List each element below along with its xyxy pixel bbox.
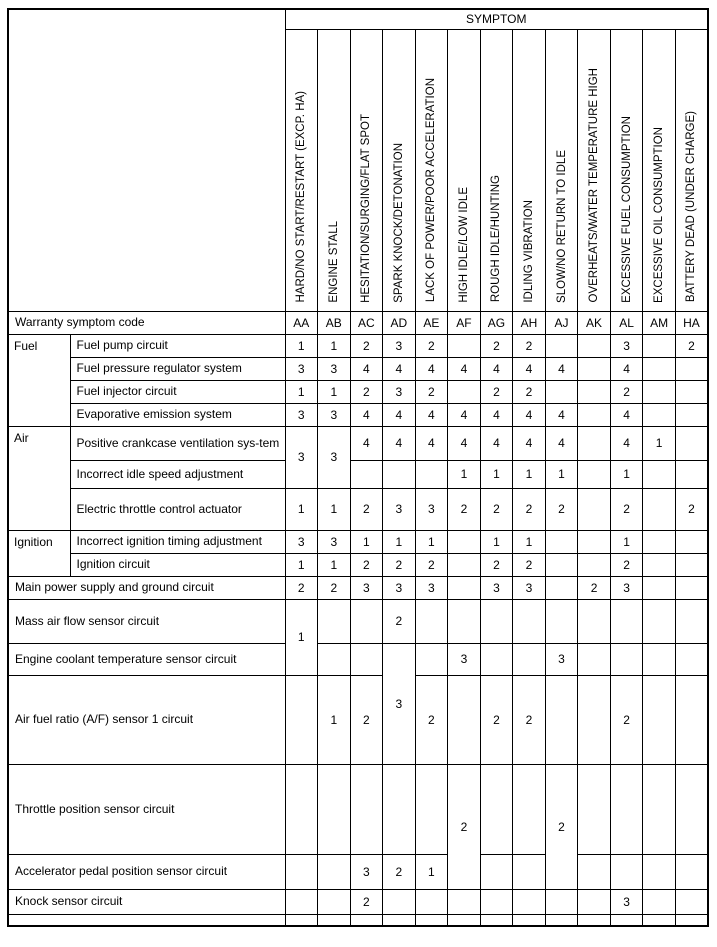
value-cell: 4 bbox=[415, 426, 448, 460]
value-cell: 4 bbox=[610, 403, 643, 426]
value-cell bbox=[643, 488, 676, 530]
value-cell bbox=[545, 914, 578, 926]
value-cell bbox=[610, 643, 643, 675]
value-cell bbox=[285, 914, 318, 926]
value-cell: 2 bbox=[480, 675, 513, 764]
row-label-cell: Fuel pump circuit bbox=[70, 334, 285, 357]
table-row bbox=[8, 9, 708, 29]
value-cell: 3 bbox=[285, 426, 318, 488]
value-cell bbox=[578, 530, 611, 553]
table-row bbox=[8, 764, 708, 854]
row-label-cell: Positive crankcase ventilation sys-tem bbox=[70, 426, 285, 460]
value-cell: 2 bbox=[383, 599, 416, 643]
value-cell: 3 bbox=[383, 643, 416, 764]
value-cell bbox=[480, 599, 513, 643]
value-cell: 1 bbox=[285, 380, 318, 403]
value-cell: 1 bbox=[318, 675, 351, 764]
value-cell bbox=[448, 889, 481, 914]
value-cell bbox=[545, 675, 578, 764]
value-cell: 3 bbox=[448, 643, 481, 675]
value-cell bbox=[675, 357, 708, 380]
value-cell: 2 bbox=[415, 675, 448, 764]
value-cell bbox=[513, 914, 546, 926]
value-cell bbox=[513, 599, 546, 643]
column-header-label: LACK OF POWER/POOR ACCELERATION bbox=[425, 78, 438, 303]
value-cell: 2 bbox=[513, 380, 546, 403]
value-cell: 4 bbox=[513, 357, 546, 380]
value-cell: 2 bbox=[513, 488, 546, 530]
column-header-label: HIGH IDLE/LOW IDLE bbox=[457, 186, 470, 303]
column-header-label: ENGINE STALL bbox=[327, 220, 340, 303]
value-cell: 3 bbox=[383, 488, 416, 530]
value-cell bbox=[545, 599, 578, 643]
value-cell: 2 bbox=[350, 380, 383, 403]
value-cell bbox=[480, 889, 513, 914]
value-cell: 4 bbox=[480, 357, 513, 380]
value-cell bbox=[415, 643, 448, 675]
value-cell: 2 bbox=[383, 854, 416, 889]
value-cell bbox=[610, 854, 643, 889]
value-cell: 2 bbox=[415, 334, 448, 357]
value-cell bbox=[578, 380, 611, 403]
row-label-cell bbox=[8, 914, 285, 926]
value-cell bbox=[675, 643, 708, 675]
row-label-cell: Accelerator pedal position sensor circuit bbox=[8, 854, 285, 889]
value-cell: 4 bbox=[350, 357, 383, 380]
value-cell bbox=[643, 643, 676, 675]
row-label-cell: Ignition circuit bbox=[70, 553, 285, 576]
value-cell bbox=[513, 764, 546, 854]
table-row bbox=[8, 426, 708, 460]
warranty-symptom-code: AJ bbox=[545, 311, 578, 334]
value-cell bbox=[318, 914, 351, 926]
value-cell bbox=[643, 334, 676, 357]
value-cell: 3 bbox=[383, 576, 416, 599]
table-row bbox=[8, 380, 708, 403]
value-cell bbox=[415, 914, 448, 926]
value-cell bbox=[643, 889, 676, 914]
value-cell bbox=[513, 643, 546, 675]
value-cell bbox=[448, 380, 481, 403]
value-cell: 2 bbox=[285, 576, 318, 599]
value-cell bbox=[318, 764, 351, 854]
value-cell bbox=[675, 576, 708, 599]
row-label-cell: Incorrect idle speed adjustment bbox=[70, 460, 285, 488]
value-cell bbox=[448, 914, 481, 926]
value-cell bbox=[643, 460, 676, 488]
value-cell bbox=[513, 889, 546, 914]
warranty-symptom-code: AC bbox=[350, 311, 383, 334]
table-row bbox=[8, 460, 708, 488]
value-cell bbox=[350, 643, 383, 675]
row-label-cell: Air fuel ratio (A/F) sensor 1 circuit bbox=[8, 675, 285, 764]
value-cell bbox=[448, 576, 481, 599]
value-cell: 3 bbox=[285, 403, 318, 426]
value-cell bbox=[643, 380, 676, 403]
value-cell bbox=[675, 599, 708, 643]
value-cell: 1 bbox=[480, 460, 513, 488]
value-cell: 2 bbox=[480, 553, 513, 576]
value-cell: 4 bbox=[448, 357, 481, 380]
value-cell: 4 bbox=[545, 403, 578, 426]
value-cell: 3 bbox=[415, 488, 448, 530]
category-cell: Ignition bbox=[8, 530, 70, 576]
value-cell: 2 bbox=[513, 675, 546, 764]
row-label-cell: Fuel pressure regulator system bbox=[70, 357, 285, 380]
value-cell: 4 bbox=[448, 403, 481, 426]
value-cell bbox=[350, 460, 383, 488]
value-cell bbox=[480, 764, 513, 854]
value-cell: 3 bbox=[480, 576, 513, 599]
column-header-label: BATTERY DEAD (UNDER CHARGE) bbox=[685, 111, 698, 303]
value-cell: 1 bbox=[285, 553, 318, 576]
value-cell: 2 bbox=[480, 334, 513, 357]
row-label-cell: Engine coolant temperature sensor circuit bbox=[8, 643, 285, 675]
value-cell bbox=[675, 854, 708, 889]
value-cell: 3 bbox=[383, 380, 416, 403]
warranty-symptom-code: AB bbox=[318, 311, 351, 334]
value-cell bbox=[383, 460, 416, 488]
row-label-cell: Main power supply and ground circuit bbox=[8, 576, 285, 599]
table-row bbox=[8, 403, 708, 426]
value-cell bbox=[383, 764, 416, 854]
value-cell: 1 bbox=[318, 334, 351, 357]
row-label-cell: Fuel injector circuit bbox=[70, 380, 285, 403]
value-cell: 3 bbox=[350, 854, 383, 889]
value-cell bbox=[285, 889, 318, 914]
warranty-symptom-code: AE bbox=[415, 311, 448, 334]
category-cell: Air bbox=[8, 426, 70, 530]
value-cell: 3 bbox=[318, 403, 351, 426]
value-cell bbox=[545, 553, 578, 576]
value-cell bbox=[318, 643, 351, 675]
value-cell bbox=[350, 914, 383, 926]
value-cell bbox=[545, 530, 578, 553]
row-label-cell: Knock sensor circuit bbox=[8, 889, 285, 914]
value-cell: 2 bbox=[415, 553, 448, 576]
row-label-cell: Mass air flow sensor circuit bbox=[8, 599, 285, 643]
value-cell bbox=[448, 553, 481, 576]
value-cell bbox=[545, 576, 578, 599]
row-label-cell: Electric throttle control actuator bbox=[70, 488, 285, 530]
value-cell bbox=[513, 854, 546, 889]
warranty-symptom-code: AA bbox=[285, 311, 318, 334]
value-cell: 4 bbox=[513, 426, 546, 460]
value-cell bbox=[675, 553, 708, 576]
symptom-column-header bbox=[610, 29, 643, 311]
warranty-symptom-code: AD bbox=[383, 311, 416, 334]
value-cell bbox=[675, 530, 708, 553]
value-cell bbox=[578, 357, 611, 380]
row-label-cell: Evaporative emission system bbox=[70, 403, 285, 426]
warranty-symptom-code: AK bbox=[578, 311, 611, 334]
value-cell: 2 bbox=[448, 488, 481, 530]
value-cell bbox=[318, 889, 351, 914]
value-cell bbox=[383, 914, 416, 926]
value-cell bbox=[675, 460, 708, 488]
column-header-label: HESITATION/SURGING/FLAT SPOT bbox=[360, 113, 373, 303]
value-cell bbox=[675, 426, 708, 460]
value-cell bbox=[675, 914, 708, 926]
value-cell: 4 bbox=[383, 357, 416, 380]
symptom-column-header bbox=[350, 29, 383, 311]
value-cell bbox=[350, 599, 383, 643]
value-cell: 3 bbox=[415, 576, 448, 599]
value-cell bbox=[643, 357, 676, 380]
value-cell: 4 bbox=[383, 426, 416, 460]
value-cell: 4 bbox=[383, 403, 416, 426]
value-cell: 1 bbox=[513, 530, 546, 553]
symptom-column-header bbox=[383, 29, 416, 311]
value-cell bbox=[545, 889, 578, 914]
value-cell: 4 bbox=[610, 357, 643, 380]
value-cell: 3 bbox=[285, 530, 318, 553]
column-header-label: EXCESSIVE OIL CONSUMPTION bbox=[653, 126, 666, 303]
column-header-label: IDLING VIBRATION bbox=[522, 199, 535, 303]
value-cell: 1 bbox=[415, 854, 448, 889]
value-cell: 4 bbox=[545, 357, 578, 380]
value-cell: 1 bbox=[448, 460, 481, 488]
category-cell: Fuel bbox=[8, 334, 70, 426]
value-cell: 4 bbox=[545, 426, 578, 460]
symptom-column-header bbox=[643, 29, 676, 311]
value-cell: 2 bbox=[675, 334, 708, 357]
table-row bbox=[8, 357, 708, 380]
value-cell bbox=[578, 403, 611, 426]
value-cell bbox=[448, 334, 481, 357]
row-label-cell: Incorrect ignition timing adjustment bbox=[70, 530, 285, 553]
value-cell: 3 bbox=[513, 576, 546, 599]
value-cell: 1 bbox=[513, 460, 546, 488]
value-cell: 1 bbox=[285, 488, 318, 530]
value-cell bbox=[285, 675, 318, 764]
value-cell bbox=[448, 530, 481, 553]
value-cell bbox=[415, 460, 448, 488]
warranty-symptom-code: AF bbox=[448, 311, 481, 334]
value-cell bbox=[545, 380, 578, 403]
value-cell: 3 bbox=[383, 334, 416, 357]
column-header-label: SPARK KNOCK/DETONATION bbox=[392, 142, 405, 303]
column-header-label: SLOW/NO RETURN TO IDLE bbox=[555, 149, 568, 303]
value-cell: 3 bbox=[318, 530, 351, 553]
value-cell: 2 bbox=[610, 380, 643, 403]
value-cell: 3 bbox=[610, 334, 643, 357]
value-cell bbox=[675, 889, 708, 914]
table-row bbox=[8, 553, 708, 576]
corner-cell bbox=[8, 9, 285, 311]
value-cell: 2 bbox=[610, 488, 643, 530]
value-cell bbox=[578, 675, 611, 764]
warranty-symptom-code: AH bbox=[513, 311, 546, 334]
value-cell: 1 bbox=[350, 530, 383, 553]
value-cell bbox=[545, 334, 578, 357]
value-cell: 2 bbox=[448, 764, 481, 889]
value-cell bbox=[578, 914, 611, 926]
symptom-column-header bbox=[480, 29, 513, 311]
table-row bbox=[8, 334, 708, 357]
value-cell bbox=[578, 599, 611, 643]
value-cell bbox=[318, 854, 351, 889]
symptom-column-header bbox=[285, 29, 318, 311]
value-cell: 4 bbox=[415, 403, 448, 426]
value-cell: 4 bbox=[480, 426, 513, 460]
value-cell bbox=[643, 403, 676, 426]
value-cell bbox=[578, 764, 611, 854]
value-cell: 1 bbox=[610, 530, 643, 553]
value-cell bbox=[578, 553, 611, 576]
value-cell: 2 bbox=[350, 488, 383, 530]
value-cell: 4 bbox=[448, 426, 481, 460]
table-row bbox=[8, 311, 708, 334]
value-cell bbox=[578, 854, 611, 889]
symptom-column-header bbox=[578, 29, 611, 311]
value-cell: 2 bbox=[578, 576, 611, 599]
value-cell bbox=[643, 576, 676, 599]
warranty-symptom-code: AG bbox=[480, 311, 513, 334]
value-cell: 1 bbox=[285, 334, 318, 357]
value-cell: 2 bbox=[610, 553, 643, 576]
table-row bbox=[8, 854, 708, 889]
value-cell bbox=[578, 643, 611, 675]
value-cell: 1 bbox=[480, 530, 513, 553]
column-header-label: OVERHEATS/WATER TEMPERATURE HIGH bbox=[588, 68, 601, 303]
value-cell: 3 bbox=[285, 357, 318, 380]
value-cell bbox=[578, 488, 611, 530]
table-row bbox=[8, 889, 708, 914]
value-cell bbox=[610, 599, 643, 643]
value-cell: 1 bbox=[318, 553, 351, 576]
value-cell: 1 bbox=[610, 460, 643, 488]
value-cell: 2 bbox=[480, 488, 513, 530]
symptom-header: SYMPTOM bbox=[285, 9, 708, 29]
value-cell bbox=[285, 764, 318, 854]
value-cell: 1 bbox=[318, 488, 351, 530]
value-cell: 1 bbox=[285, 599, 318, 675]
value-cell: 2 bbox=[675, 488, 708, 530]
symptom-matrix-table bbox=[7, 8, 709, 927]
value-cell bbox=[643, 764, 676, 854]
value-cell bbox=[578, 426, 611, 460]
value-cell bbox=[318, 599, 351, 643]
value-cell bbox=[578, 460, 611, 488]
value-cell: 4 bbox=[513, 403, 546, 426]
value-cell: 2 bbox=[383, 553, 416, 576]
value-cell: 2 bbox=[415, 380, 448, 403]
value-cell: 2 bbox=[513, 334, 546, 357]
value-cell bbox=[643, 854, 676, 889]
value-cell bbox=[610, 914, 643, 926]
value-cell bbox=[578, 889, 611, 914]
value-cell: 2 bbox=[350, 675, 383, 764]
value-cell: 3 bbox=[545, 643, 578, 675]
warranty-symptom-code: AM bbox=[643, 311, 676, 334]
value-cell bbox=[480, 643, 513, 675]
table-row bbox=[8, 488, 708, 530]
column-header-label: EXCESSIVE FUEL CONSUMPTION bbox=[620, 115, 633, 303]
value-cell bbox=[643, 599, 676, 643]
table-row bbox=[8, 576, 708, 599]
table-row bbox=[8, 643, 708, 675]
value-cell bbox=[675, 764, 708, 854]
value-cell bbox=[578, 334, 611, 357]
value-cell: 4 bbox=[350, 426, 383, 460]
value-cell bbox=[675, 403, 708, 426]
value-cell: 3 bbox=[610, 889, 643, 914]
value-cell: 1 bbox=[545, 460, 578, 488]
column-header-label: HARD/NO START/RESTART (EXCP. HA) bbox=[295, 90, 308, 303]
value-cell: 2 bbox=[350, 334, 383, 357]
value-cell: 2 bbox=[350, 553, 383, 576]
value-cell: 2 bbox=[318, 576, 351, 599]
value-cell bbox=[643, 675, 676, 764]
row-label-cell: Throttle position sensor circuit bbox=[8, 764, 285, 854]
value-cell bbox=[415, 764, 448, 854]
value-cell: 1 bbox=[643, 426, 676, 460]
value-cell bbox=[415, 599, 448, 643]
symptom-column-header bbox=[318, 29, 351, 311]
warranty-symptom-code: AL bbox=[610, 311, 643, 334]
value-cell bbox=[643, 914, 676, 926]
value-cell bbox=[480, 854, 513, 889]
value-cell bbox=[285, 854, 318, 889]
value-cell bbox=[643, 553, 676, 576]
value-cell bbox=[480, 914, 513, 926]
value-cell bbox=[610, 764, 643, 854]
value-cell bbox=[675, 675, 708, 764]
column-header-label: ROUGH IDLE/HUNTING bbox=[490, 175, 503, 303]
value-cell: 2 bbox=[545, 488, 578, 530]
symptom-column-header bbox=[415, 29, 448, 311]
value-cell: 3 bbox=[318, 357, 351, 380]
value-cell: 2 bbox=[610, 675, 643, 764]
value-cell: 1 bbox=[383, 530, 416, 553]
value-cell: 2 bbox=[545, 764, 578, 889]
symptom-column-header bbox=[448, 29, 481, 311]
cutoff-row bbox=[8, 914, 708, 926]
value-cell: 1 bbox=[415, 530, 448, 553]
warranty-symptom-code-label: Warranty symptom code bbox=[8, 311, 285, 334]
symptom-column-header bbox=[675, 29, 708, 311]
value-cell: 3 bbox=[318, 426, 351, 488]
value-cell bbox=[350, 764, 383, 854]
value-cell bbox=[448, 599, 481, 643]
value-cell bbox=[415, 889, 448, 914]
value-cell bbox=[643, 530, 676, 553]
table-row bbox=[8, 675, 708, 764]
value-cell: 3 bbox=[350, 576, 383, 599]
value-cell: 2 bbox=[513, 553, 546, 576]
value-cell bbox=[383, 889, 416, 914]
value-cell: 2 bbox=[480, 380, 513, 403]
table-row bbox=[8, 530, 708, 553]
value-cell bbox=[448, 675, 481, 764]
warranty-symptom-code: HA bbox=[675, 311, 708, 334]
value-cell: 3 bbox=[610, 576, 643, 599]
symptom-column-header bbox=[545, 29, 578, 311]
value-cell: 4 bbox=[480, 403, 513, 426]
value-cell: 1 bbox=[318, 380, 351, 403]
symptom-column-header bbox=[513, 29, 546, 311]
value-cell: 4 bbox=[415, 357, 448, 380]
value-cell: 4 bbox=[610, 426, 643, 460]
value-cell: 4 bbox=[350, 403, 383, 426]
value-cell bbox=[675, 380, 708, 403]
value-cell: 2 bbox=[350, 889, 383, 914]
table-row bbox=[8, 599, 708, 643]
